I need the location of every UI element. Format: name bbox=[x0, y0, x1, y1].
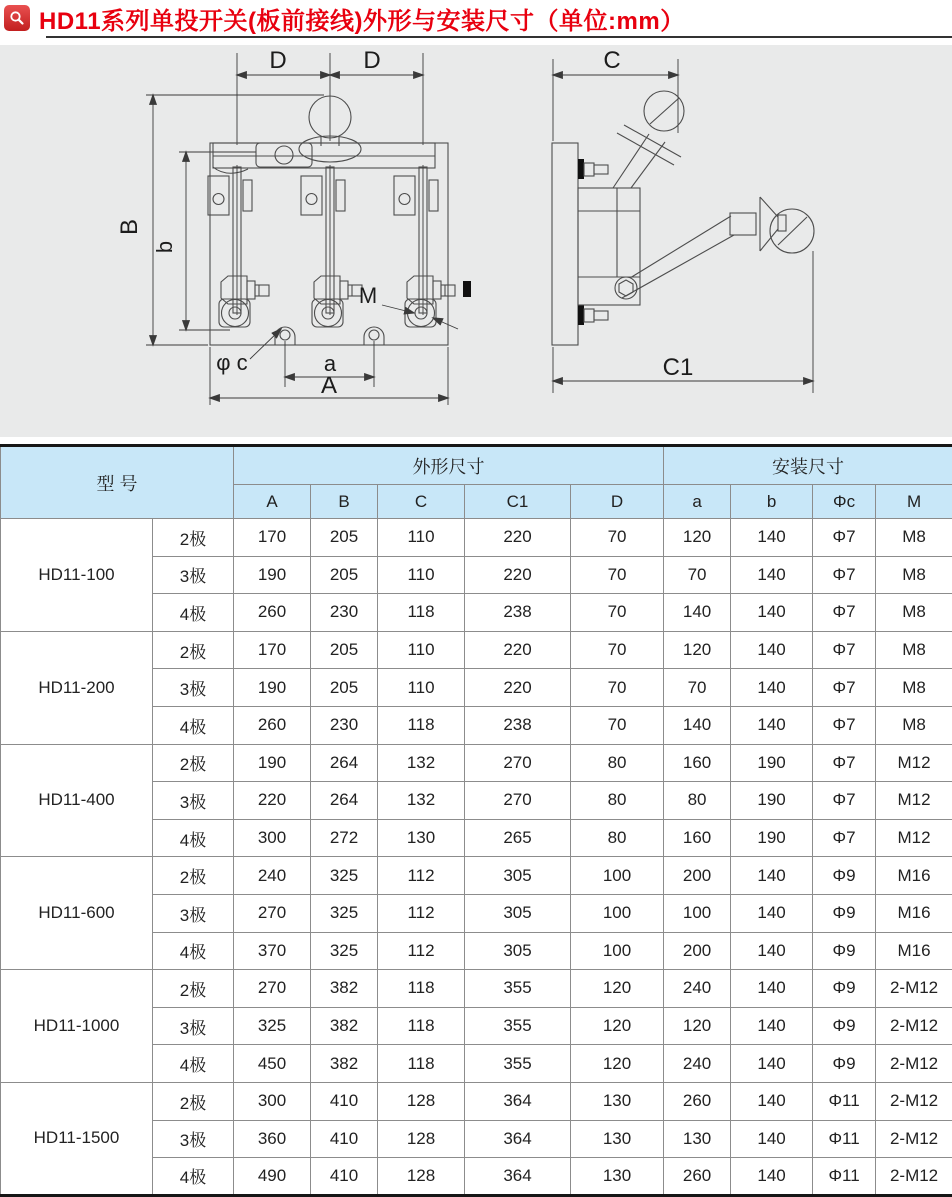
pole-cell: 2极 bbox=[153, 970, 234, 1008]
value-cell: 118 bbox=[378, 1045, 465, 1083]
pole-cell: 3极 bbox=[153, 1120, 234, 1158]
value-cell: 118 bbox=[378, 706, 465, 744]
dim-label-a: a bbox=[324, 351, 337, 376]
col-header-M: M bbox=[876, 485, 952, 519]
value-cell: 382 bbox=[311, 1045, 378, 1083]
value-cell: 190 bbox=[731, 744, 813, 782]
value-cell: 118 bbox=[378, 1007, 465, 1045]
value-cell: M8 bbox=[876, 519, 952, 557]
value-cell: 70 bbox=[571, 594, 664, 632]
value-cell: Φ9 bbox=[813, 1045, 876, 1083]
col-header-B: B bbox=[311, 485, 378, 519]
value-cell: 200 bbox=[664, 857, 731, 895]
value-cell: 120 bbox=[664, 519, 731, 557]
value-cell: Φ7 bbox=[813, 594, 876, 632]
value-cell: 270 bbox=[234, 894, 311, 932]
value-cell: 120 bbox=[571, 1045, 664, 1083]
value-cell: 490 bbox=[234, 1158, 311, 1196]
value-cell: 220 bbox=[465, 519, 571, 557]
pole-cell: 3极 bbox=[153, 556, 234, 594]
dimension-drawing bbox=[0, 45, 952, 437]
value-cell: 230 bbox=[311, 594, 378, 632]
value-cell: 260 bbox=[234, 594, 311, 632]
value-cell: 190 bbox=[731, 782, 813, 820]
dimension-spec-table bbox=[0, 444, 952, 1197]
pole-cell: 4极 bbox=[153, 706, 234, 744]
value-cell: 2-M12 bbox=[876, 1007, 952, 1045]
model-cell: HD11-400 bbox=[1, 744, 153, 857]
value-cell: 110 bbox=[378, 519, 465, 557]
table-row bbox=[1, 970, 952, 1008]
value-cell: 305 bbox=[465, 894, 571, 932]
col-group-outline: 外形尺寸 bbox=[234, 446, 664, 485]
pole-cell: 3极 bbox=[153, 1007, 234, 1045]
value-cell: 170 bbox=[234, 631, 311, 669]
value-cell: 132 bbox=[378, 782, 465, 820]
value-cell: 120 bbox=[571, 1007, 664, 1045]
value-cell: 140 bbox=[731, 1045, 813, 1083]
value-cell: Φ9 bbox=[813, 857, 876, 895]
dim-label-B: B bbox=[116, 219, 143, 235]
value-cell: 2-M12 bbox=[876, 1045, 952, 1083]
value-cell: 205 bbox=[311, 631, 378, 669]
value-cell: 272 bbox=[311, 819, 378, 857]
pole-cell: 3极 bbox=[153, 782, 234, 820]
table-row bbox=[1, 1082, 952, 1120]
value-cell: 80 bbox=[571, 782, 664, 820]
col-header-phi-c: Φc bbox=[813, 485, 876, 519]
pole-cell: 2极 bbox=[153, 1082, 234, 1120]
dim-label-A: A bbox=[321, 372, 337, 399]
value-cell: Φ9 bbox=[813, 970, 876, 1008]
value-cell: 238 bbox=[465, 706, 571, 744]
value-cell: 364 bbox=[465, 1120, 571, 1158]
value-cell: 130 bbox=[664, 1120, 731, 1158]
dim-label-C1: C1 bbox=[663, 354, 694, 381]
value-cell: 364 bbox=[465, 1082, 571, 1120]
value-cell: 264 bbox=[311, 782, 378, 820]
value-cell: 140 bbox=[731, 970, 813, 1008]
value-cell: 110 bbox=[378, 631, 465, 669]
col-header-model: 型 号 bbox=[1, 446, 234, 519]
col-header-D: D bbox=[571, 485, 664, 519]
pole-cell: 3极 bbox=[153, 669, 234, 707]
value-cell: 140 bbox=[731, 519, 813, 557]
value-cell: 220 bbox=[465, 669, 571, 707]
value-cell: 230 bbox=[311, 706, 378, 744]
value-cell: M8 bbox=[876, 556, 952, 594]
value-cell: Φ7 bbox=[813, 706, 876, 744]
value-cell: 240 bbox=[664, 1045, 731, 1083]
dim-label-b: b bbox=[152, 241, 177, 253]
value-cell: 205 bbox=[311, 556, 378, 594]
value-cell: 370 bbox=[234, 932, 311, 970]
col-header-a: a bbox=[664, 485, 731, 519]
value-cell: 160 bbox=[664, 744, 731, 782]
value-cell: 130 bbox=[378, 819, 465, 857]
pole-cell: 2极 bbox=[153, 519, 234, 557]
value-cell: 70 bbox=[571, 669, 664, 707]
value-cell: 260 bbox=[664, 1158, 731, 1196]
value-cell: M8 bbox=[876, 594, 952, 632]
value-cell: Φ7 bbox=[813, 631, 876, 669]
title-divider bbox=[46, 36, 952, 38]
value-cell: 70 bbox=[571, 706, 664, 744]
value-cell: 140 bbox=[664, 706, 731, 744]
value-cell: 100 bbox=[571, 932, 664, 970]
value-cell: M12 bbox=[876, 819, 952, 857]
value-cell: 2-M12 bbox=[876, 1082, 952, 1120]
pole-cell: 3极 bbox=[153, 894, 234, 932]
value-cell: 190 bbox=[731, 819, 813, 857]
value-cell: 70 bbox=[571, 519, 664, 557]
value-cell: 410 bbox=[311, 1120, 378, 1158]
table-row bbox=[1, 631, 952, 669]
value-cell: 305 bbox=[465, 857, 571, 895]
value-cell: 220 bbox=[465, 556, 571, 594]
dimension-drawing-panel bbox=[0, 45, 952, 437]
value-cell: M16 bbox=[876, 857, 952, 895]
page-title: HD11系列单投开关(板前接线)外形与安装尺寸（单位:mm） bbox=[39, 1, 685, 36]
value-cell: 70 bbox=[664, 669, 731, 707]
value-cell: 410 bbox=[311, 1158, 378, 1196]
value-cell: 300 bbox=[234, 1082, 311, 1120]
value-cell: 128 bbox=[378, 1120, 465, 1158]
value-cell: Φ7 bbox=[813, 782, 876, 820]
value-cell: 140 bbox=[731, 631, 813, 669]
magnifier-icon bbox=[4, 5, 30, 31]
value-cell: Φ11 bbox=[813, 1158, 876, 1196]
value-cell: 270 bbox=[465, 782, 571, 820]
value-cell: 270 bbox=[465, 744, 571, 782]
spec-table-body bbox=[1, 519, 952, 1196]
value-cell: 450 bbox=[234, 1045, 311, 1083]
value-cell: 190 bbox=[234, 556, 311, 594]
value-cell: 265 bbox=[465, 819, 571, 857]
value-cell: M8 bbox=[876, 669, 952, 707]
value-cell: 140 bbox=[731, 594, 813, 632]
title-bar bbox=[0, 0, 952, 36]
value-cell: 140 bbox=[731, 857, 813, 895]
value-cell: Φ9 bbox=[813, 932, 876, 970]
value-cell: 240 bbox=[234, 857, 311, 895]
value-cell: 240 bbox=[664, 970, 731, 1008]
value-cell: 140 bbox=[731, 1082, 813, 1120]
value-cell: 118 bbox=[378, 594, 465, 632]
value-cell: 120 bbox=[664, 631, 731, 669]
value-cell: 112 bbox=[378, 894, 465, 932]
value-cell: 130 bbox=[571, 1082, 664, 1120]
value-cell: 110 bbox=[378, 669, 465, 707]
value-cell: Φ7 bbox=[813, 519, 876, 557]
value-cell: 305 bbox=[465, 932, 571, 970]
col-group-install: 安装尺寸 bbox=[664, 446, 952, 485]
front-view-drawing bbox=[116, 47, 471, 405]
value-cell: 238 bbox=[465, 594, 571, 632]
value-cell: 130 bbox=[571, 1120, 664, 1158]
model-cell: HD11-600 bbox=[1, 857, 153, 970]
value-cell: 170 bbox=[234, 519, 311, 557]
value-cell: M8 bbox=[876, 706, 952, 744]
value-cell: 264 bbox=[311, 744, 378, 782]
value-cell: 140 bbox=[731, 706, 813, 744]
value-cell: 410 bbox=[311, 1082, 378, 1120]
value-cell: 260 bbox=[664, 1082, 731, 1120]
value-cell: 110 bbox=[378, 556, 465, 594]
value-cell: 140 bbox=[731, 556, 813, 594]
model-cell: HD11-100 bbox=[1, 519, 153, 632]
value-cell: 355 bbox=[465, 970, 571, 1008]
value-cell: 364 bbox=[465, 1158, 571, 1196]
value-cell: 325 bbox=[234, 1007, 311, 1045]
value-cell: 120 bbox=[664, 1007, 731, 1045]
value-cell: 140 bbox=[731, 1007, 813, 1045]
value-cell: 70 bbox=[571, 556, 664, 594]
value-cell: 300 bbox=[234, 819, 311, 857]
value-cell: 80 bbox=[571, 819, 664, 857]
value-cell: M12 bbox=[876, 744, 952, 782]
value-cell: 382 bbox=[311, 970, 378, 1008]
pole-cell: 4极 bbox=[153, 1045, 234, 1083]
value-cell: Φ7 bbox=[813, 556, 876, 594]
value-cell: 200 bbox=[664, 932, 731, 970]
pole-cell: 2极 bbox=[153, 857, 234, 895]
value-cell: 220 bbox=[234, 782, 311, 820]
value-cell: 128 bbox=[378, 1158, 465, 1196]
pole-cell: 4极 bbox=[153, 819, 234, 857]
value-cell: 220 bbox=[465, 631, 571, 669]
value-cell: Φ9 bbox=[813, 894, 876, 932]
value-cell: 355 bbox=[465, 1007, 571, 1045]
table-row bbox=[1, 857, 952, 895]
value-cell: 80 bbox=[571, 744, 664, 782]
table-row bbox=[1, 744, 952, 782]
value-cell: 140 bbox=[731, 932, 813, 970]
dim-label-phi-c: φ c bbox=[216, 350, 247, 375]
side-view-drawing bbox=[552, 47, 814, 393]
value-cell: M16 bbox=[876, 932, 952, 970]
value-cell: 140 bbox=[664, 594, 731, 632]
dim-label-C: C bbox=[603, 47, 620, 74]
pole-cell: 4极 bbox=[153, 932, 234, 970]
value-cell: M16 bbox=[876, 894, 952, 932]
col-header-b: b bbox=[731, 485, 813, 519]
pole-cell: 2极 bbox=[153, 744, 234, 782]
value-cell: 140 bbox=[731, 894, 813, 932]
value-cell: 112 bbox=[378, 857, 465, 895]
value-cell: 2-M12 bbox=[876, 970, 952, 1008]
dim-label-d-left: D bbox=[269, 47, 286, 74]
pole-cell: 4极 bbox=[153, 594, 234, 632]
table-row bbox=[1, 519, 952, 557]
dim-label-d-right: D bbox=[363, 47, 380, 74]
value-cell: 100 bbox=[571, 894, 664, 932]
value-cell: 360 bbox=[234, 1120, 311, 1158]
value-cell: 2-M12 bbox=[876, 1120, 952, 1158]
model-cell: HD11-200 bbox=[1, 631, 153, 744]
value-cell: 160 bbox=[664, 819, 731, 857]
col-header-A: A bbox=[234, 485, 311, 519]
value-cell: Φ9 bbox=[813, 1007, 876, 1045]
value-cell: 325 bbox=[311, 857, 378, 895]
value-cell: 2-M12 bbox=[876, 1158, 952, 1196]
value-cell: 128 bbox=[378, 1082, 465, 1120]
value-cell: 140 bbox=[731, 1120, 813, 1158]
value-cell: Φ11 bbox=[813, 1120, 876, 1158]
value-cell: 190 bbox=[234, 744, 311, 782]
value-cell: 355 bbox=[465, 1045, 571, 1083]
value-cell: 260 bbox=[234, 706, 311, 744]
value-cell: 70 bbox=[664, 556, 731, 594]
dim-label-M: M bbox=[359, 283, 377, 308]
value-cell: Φ11 bbox=[813, 1082, 876, 1120]
value-cell: 100 bbox=[571, 857, 664, 895]
value-cell: 190 bbox=[234, 669, 311, 707]
value-cell: Φ7 bbox=[813, 669, 876, 707]
value-cell: 132 bbox=[378, 744, 465, 782]
value-cell: 118 bbox=[378, 970, 465, 1008]
value-cell: 140 bbox=[731, 669, 813, 707]
value-cell: 130 bbox=[571, 1158, 664, 1196]
value-cell: 140 bbox=[731, 1158, 813, 1196]
value-cell: Φ7 bbox=[813, 819, 876, 857]
value-cell: 112 bbox=[378, 932, 465, 970]
value-cell: 80 bbox=[664, 782, 731, 820]
value-cell: 205 bbox=[311, 669, 378, 707]
value-cell: 205 bbox=[311, 519, 378, 557]
value-cell: 382 bbox=[311, 1007, 378, 1045]
pole-cell: 4极 bbox=[153, 1158, 234, 1196]
value-cell: 120 bbox=[571, 970, 664, 1008]
value-cell: 70 bbox=[571, 631, 664, 669]
col-header-C: C bbox=[378, 485, 465, 519]
value-cell: 100 bbox=[664, 894, 731, 932]
value-cell: 325 bbox=[311, 894, 378, 932]
value-cell: 325 bbox=[311, 932, 378, 970]
model-cell: HD11-1000 bbox=[1, 970, 153, 1083]
model-cell: HD11-1500 bbox=[1, 1082, 153, 1195]
value-cell: M8 bbox=[876, 631, 952, 669]
value-cell: M12 bbox=[876, 782, 952, 820]
pole-cell: 2极 bbox=[153, 631, 234, 669]
col-header-C1: C1 bbox=[465, 485, 571, 519]
value-cell: 270 bbox=[234, 970, 311, 1008]
value-cell: Φ7 bbox=[813, 744, 876, 782]
